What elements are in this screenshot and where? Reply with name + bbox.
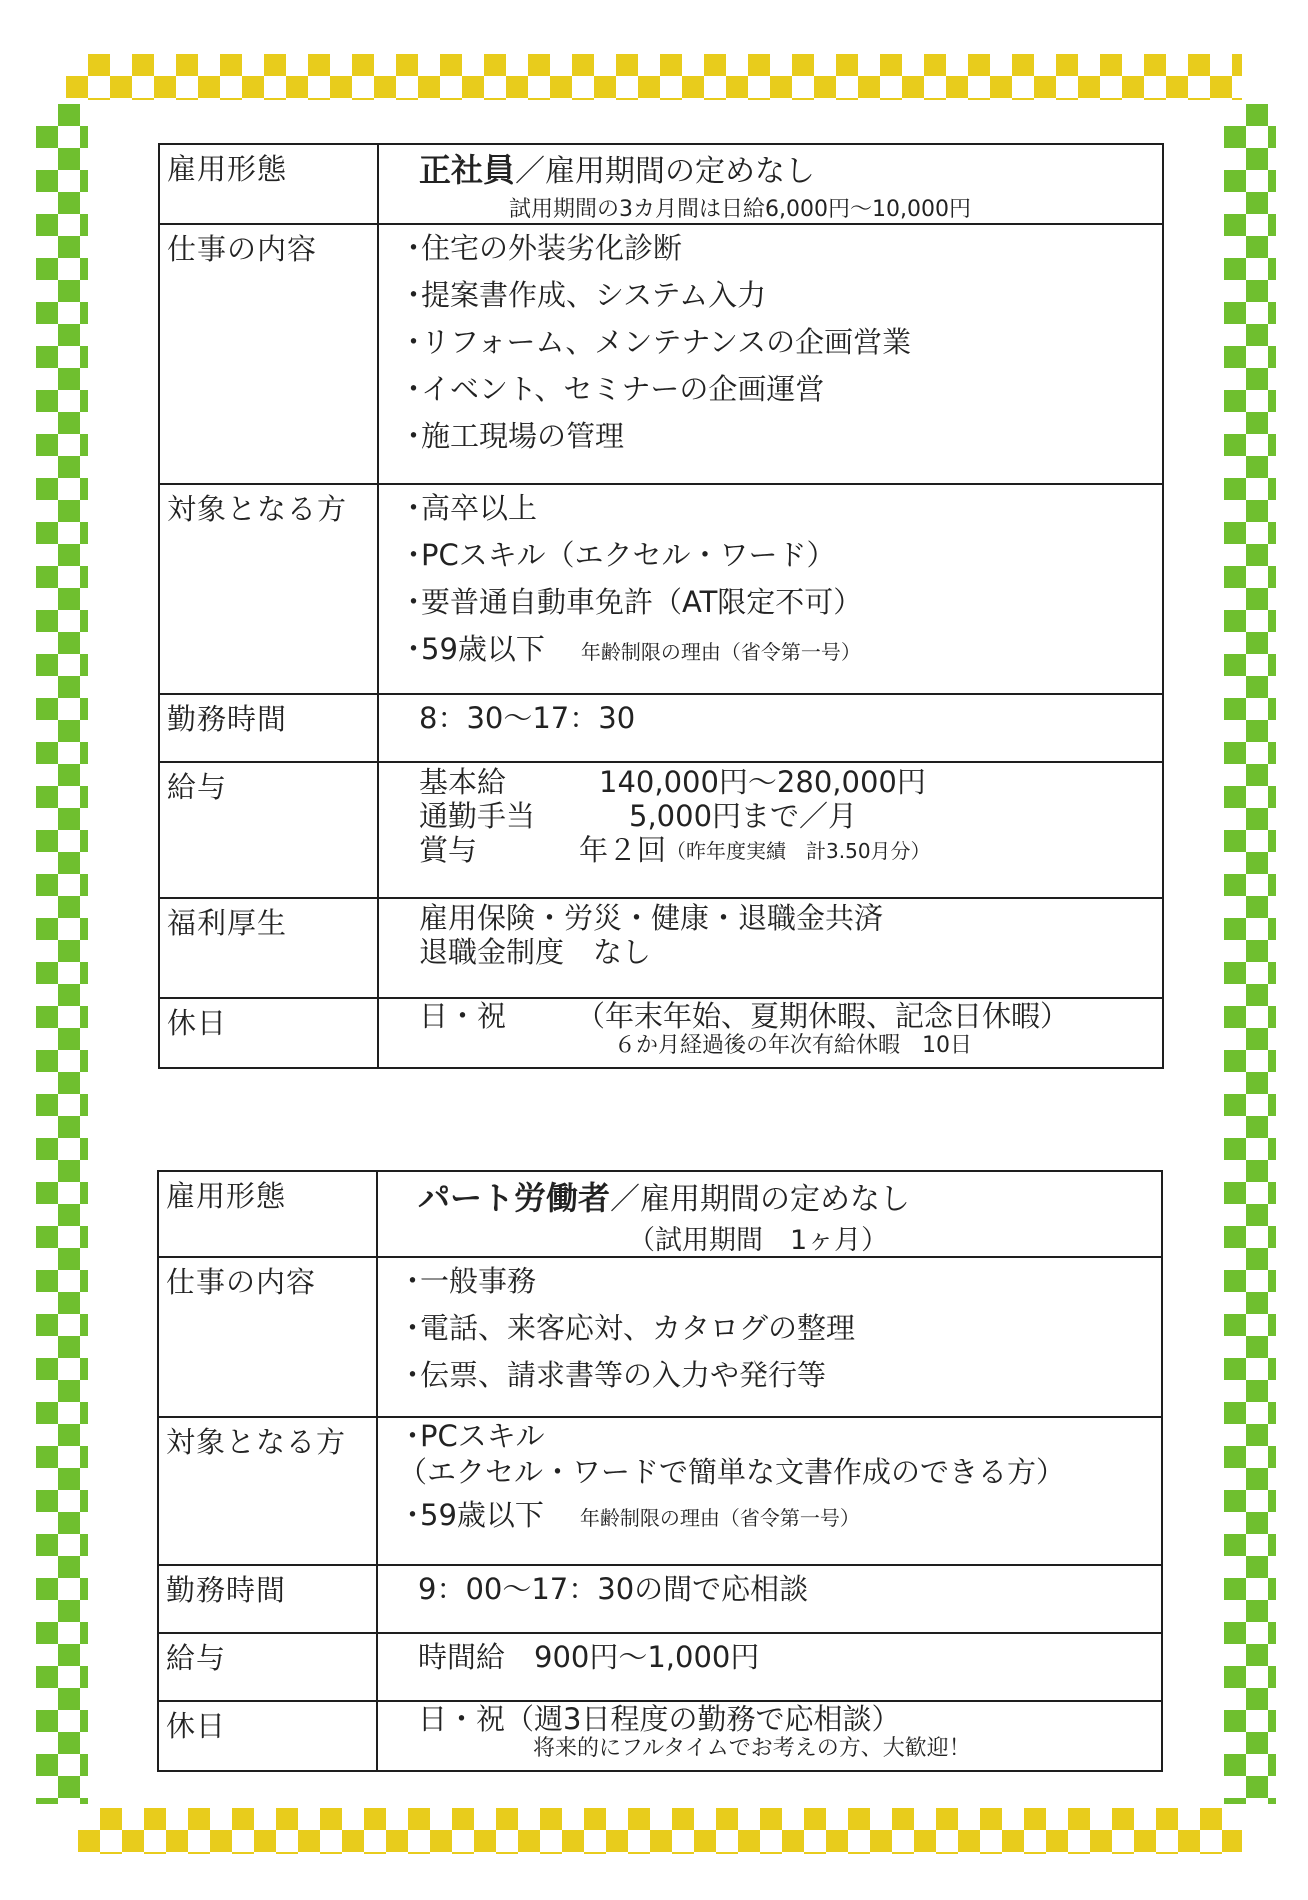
fulltime-employment-title: 正社員 [419, 151, 516, 189]
bullet: ・ [399, 632, 429, 666]
fulltime-row-employment [159, 144, 1163, 224]
parttime-employment-title: パート労働者 [418, 1179, 611, 1217]
duty-text: イベント、セミナーの企画運営 [421, 372, 825, 406]
parttime-row-salary [158, 1633, 1162, 1701]
salary-bonus-value: 年２回 [579, 833, 667, 867]
list-item [399, 579, 1162, 626]
list-item [399, 366, 1162, 413]
paid-leave-note: ６か月経過後の年次有給休暇 10日 [614, 1033, 972, 1058]
border-top-checker [66, 54, 1242, 100]
parttime-label-employment: 雇用形態 [158, 1171, 377, 1257]
parttime-label-target: 対象となる方 [158, 1417, 377, 1565]
benefit-text: 雇用保険・労災・健康・退職金共済 [419, 901, 884, 935]
border-right-checker [1224, 104, 1276, 1804]
target-text: 高卒以上 [421, 491, 538, 525]
salary-bonus-label: 賞与 [419, 833, 478, 867]
duty-text: 一般事務 [420, 1264, 537, 1298]
duty-text: 提案書作成、システム入力 [421, 278, 767, 312]
target-text: 59歳以下 [420, 1498, 544, 1532]
parttime-row-hours [158, 1565, 1162, 1633]
list-item [398, 1258, 1161, 1305]
parttime-label-duties: 仕事の内容 [158, 1257, 377, 1417]
fulltime-employment-rest: ／雇用期間の定めなし [515, 154, 816, 189]
target-text: 59歳以下 [421, 632, 545, 666]
bullet: ・ [399, 278, 429, 312]
parttime-label-hours: 勤務時間 [158, 1565, 377, 1633]
fulltime-benefits-cell [378, 898, 1163, 998]
border-bottom-checker [78, 1808, 1242, 1854]
bullet: ・ [399, 372, 429, 406]
duty-text: 伝票、請求書等の入力や発行等 [420, 1358, 827, 1392]
parttime-row-target [158, 1417, 1162, 1565]
target-skill-detail: （エクセル・ワードで簡単な文書作成のできる方） [398, 1455, 1066, 1489]
holiday-main: 日・祝（週3日程度の勤務で応相談） [418, 1702, 901, 1736]
fulltime-duties-cell [378, 224, 1163, 484]
fulltime-row-benefits [159, 898, 1163, 998]
salary-commute-value: 5,000円まで／月 [629, 799, 858, 833]
parttime-employment-rest: ／雇用期間の定めなし [610, 1182, 911, 1217]
list-item [398, 1305, 1161, 1352]
parttime-hours-value: 9：00～17：30の間で応相談 [418, 1572, 809, 1606]
fulltime-label-salary: 給与 [159, 762, 378, 898]
parttime-salary-cell [377, 1633, 1162, 1701]
fulltime-row-target [159, 484, 1163, 694]
fulltime-row-holidays [159, 998, 1163, 1068]
parttime-row-duties [158, 1257, 1162, 1417]
age-limit-note: 年齢制限の理由（省令第一号） [580, 640, 861, 664]
bullet: ・ [399, 231, 429, 265]
salary-base-value: 140,000円～280,000円 [599, 765, 926, 799]
target-text: PCスキル [420, 1419, 545, 1453]
parttime-row-employment [158, 1171, 1162, 1257]
bullet: ・ [398, 1419, 428, 1453]
fulltime-row-salary [159, 762, 1163, 898]
duty-text: 施工現場の管理 [421, 419, 625, 453]
bullet: ・ [399, 325, 429, 359]
fulltime-label-target: 対象となる方 [159, 484, 378, 694]
fulltime-employment-cell [378, 144, 1163, 224]
list-item [399, 532, 1162, 579]
fulltime-welcome-note: 将来的にフルタイムでお考えの方、大歓迎！ [533, 1736, 971, 1761]
list-item [398, 1352, 1161, 1399]
fulltime-salary-cell [378, 762, 1163, 898]
parttime-hours-cell [377, 1565, 1162, 1633]
parttime-holidays-cell [377, 1701, 1162, 1771]
age-limit-note: 年齢制限の理由（省令第一号） [579, 1506, 860, 1530]
duty-text: 住宅の外装劣化診断 [421, 231, 683, 265]
fulltime-hours-cell [378, 694, 1163, 762]
fulltime-label-employment: 雇用形態 [159, 144, 378, 224]
list-item [399, 485, 1162, 532]
parttime-target-cell [377, 1417, 1162, 1565]
salary-base-label: 基本給 [419, 765, 507, 799]
list-item [398, 1418, 1161, 1454]
fulltime-label-duties: 仕事の内容 [159, 224, 378, 484]
parttime-duties-cell [377, 1257, 1162, 1417]
parttime-trial-note: （試用期間 1ヶ月） [628, 1225, 889, 1256]
benefit-text: 退職金制度 なし [419, 935, 652, 969]
bullet: ・ [399, 585, 429, 619]
bullet: ・ [399, 491, 429, 525]
list-item [399, 413, 1162, 460]
holiday-main: 日・祝 [419, 999, 507, 1033]
duty-text: 電話、来客応対、カタログの整理 [420, 1311, 856, 1345]
parttime-label-salary: 給与 [158, 1633, 377, 1701]
list-item [398, 1490, 1161, 1543]
parttime-label-holidays: 休日 [158, 1701, 377, 1771]
salary-bonus-note: （昨年度実績 計3.50月分） [666, 839, 931, 863]
border-left-checker [36, 104, 88, 1804]
list-item [399, 626, 1162, 676]
parttime-row-holidays [158, 1701, 1162, 1771]
fulltime-holidays-cell [378, 998, 1163, 1068]
bullet: ・ [398, 1498, 428, 1532]
bullet: ・ [399, 419, 429, 453]
fulltime-label-benefits: 福利厚生 [159, 898, 378, 998]
fulltime-label-hours: 勤務時間 [159, 694, 378, 762]
bullet: ・ [398, 1264, 428, 1298]
bullet: ・ [399, 538, 429, 572]
bullet: ・ [398, 1358, 428, 1392]
target-text: 要普通自動車免許（AT限定不可） [421, 585, 863, 619]
fulltime-job-table [158, 143, 1164, 1069]
target-text: PCスキル（エクセル・ワード） [421, 538, 836, 572]
fulltime-hours-value: 8：30～17：30 [419, 701, 636, 735]
salary-base-row [399, 765, 1162, 799]
fulltime-label-holidays: 休日 [159, 998, 378, 1068]
fulltime-row-hours [159, 694, 1163, 762]
parttime-salary-value: 時間給 900円～1,000円 [418, 1640, 760, 1674]
fulltime-trial-note: 試用期間の3カ月間は日給6,000円～10,000円 [509, 197, 971, 222]
list-item [399, 272, 1162, 319]
salary-commute-row [399, 799, 1162, 833]
list-item [399, 225, 1162, 272]
duty-text: リフォーム、メンテナンスの企画営業 [421, 325, 912, 359]
parttime-employment-cell [377, 1171, 1162, 1257]
parttime-job-table [157, 1170, 1163, 1772]
fulltime-row-duties [159, 224, 1163, 484]
list-item [399, 319, 1162, 366]
fulltime-target-cell [378, 484, 1163, 694]
salary-commute-label: 通勤手当 [419, 799, 536, 833]
salary-bonus-row [399, 833, 1162, 869]
bullet: ・ [398, 1311, 428, 1345]
holiday-detail: （年末年始、夏期休暇、記念日休暇） [576, 999, 1070, 1033]
